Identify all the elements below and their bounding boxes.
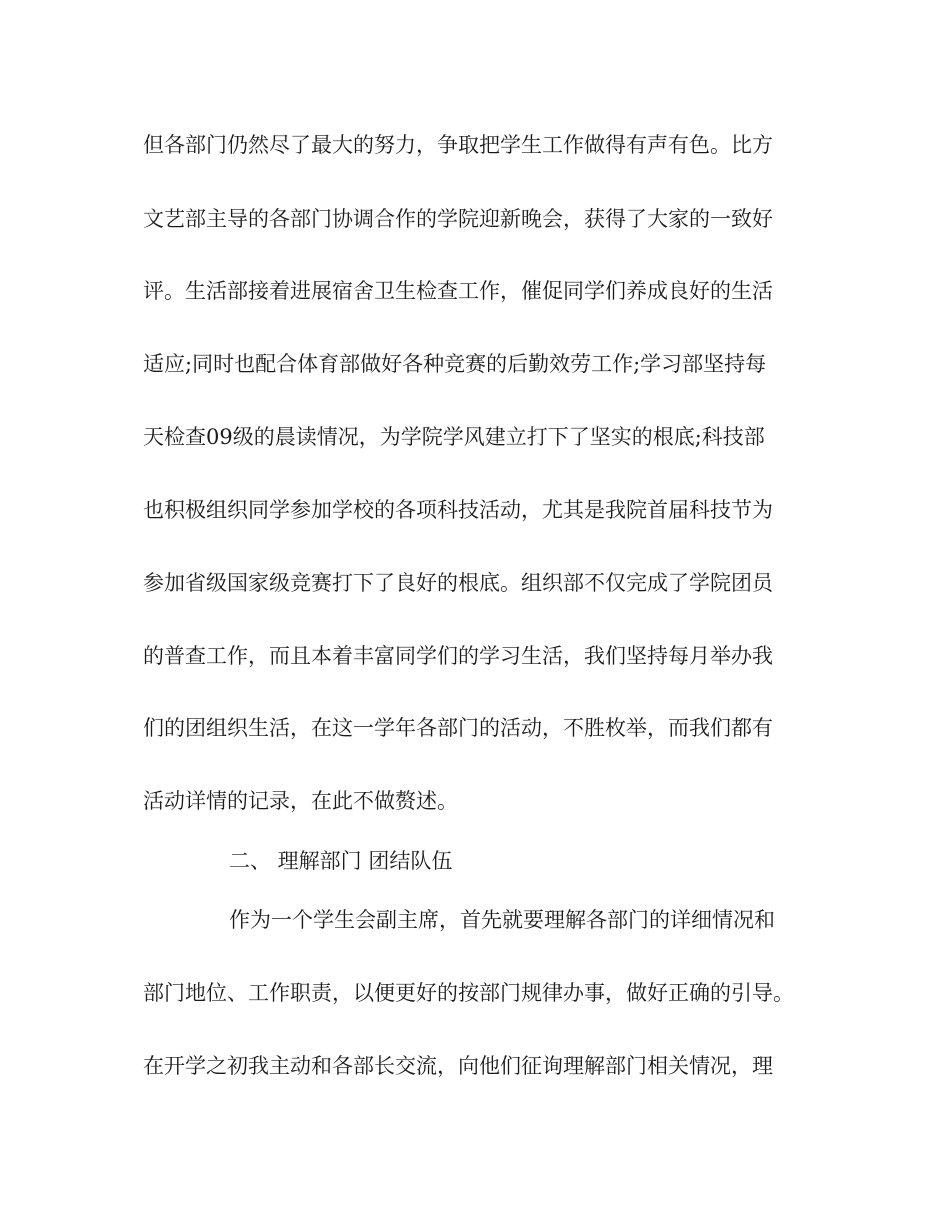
text-line: 的普查工作，而且本着丰富同学们的学习生活，我们坚持每月举办我 (143, 644, 773, 668)
text-line: 参加省级国家级竞赛打下了良好的根底。组织部不仅完成了学院团员 (143, 571, 773, 595)
text-line: 们的团组织生活，在这一学年各部门的活动，不胜枚举，而我们都有 (143, 716, 773, 740)
text-line: 活动详情的记录，在此不做赘述。 (143, 789, 458, 813)
section-heading: 二、 理解部门 团结队伍 (229, 849, 453, 873)
text-line: 文艺部主导的各部门协调合作的学院迎新晚会，获得了大家的一致好 (143, 207, 773, 231)
text-line: 评。生活部接着进展宿舍卫生检查工作，催促同学们养成良好的生活 (143, 279, 773, 303)
text-line: 也积极组织同学参加学校的各项科技活动，尤其是我院首届科技节为 (143, 498, 773, 522)
text-line: 部门地位、工作职责，以便更好的按部门规律办事，做好正确的引导。 (143, 981, 794, 1005)
text-line: 在开学之初我主动和各部长交流，向他们征询理解部门相关情况，理 (143, 1054, 773, 1078)
text-line: 但各部门仍然尽了最大的努力，争取把学生工作做得有声有色。比方 (143, 133, 773, 157)
text-line: 作为一个学生会副主席，首先就要理解各部门的详细情况和 (229, 908, 775, 932)
text-line: 适应;同时也配合体育部做好各种竞赛的后勤效劳工作;学习部坚持每 (143, 352, 767, 376)
text-line: 天检查09级的晨读情况，为学院学风建立打下了坚实的根底;科技部 (143, 425, 765, 449)
